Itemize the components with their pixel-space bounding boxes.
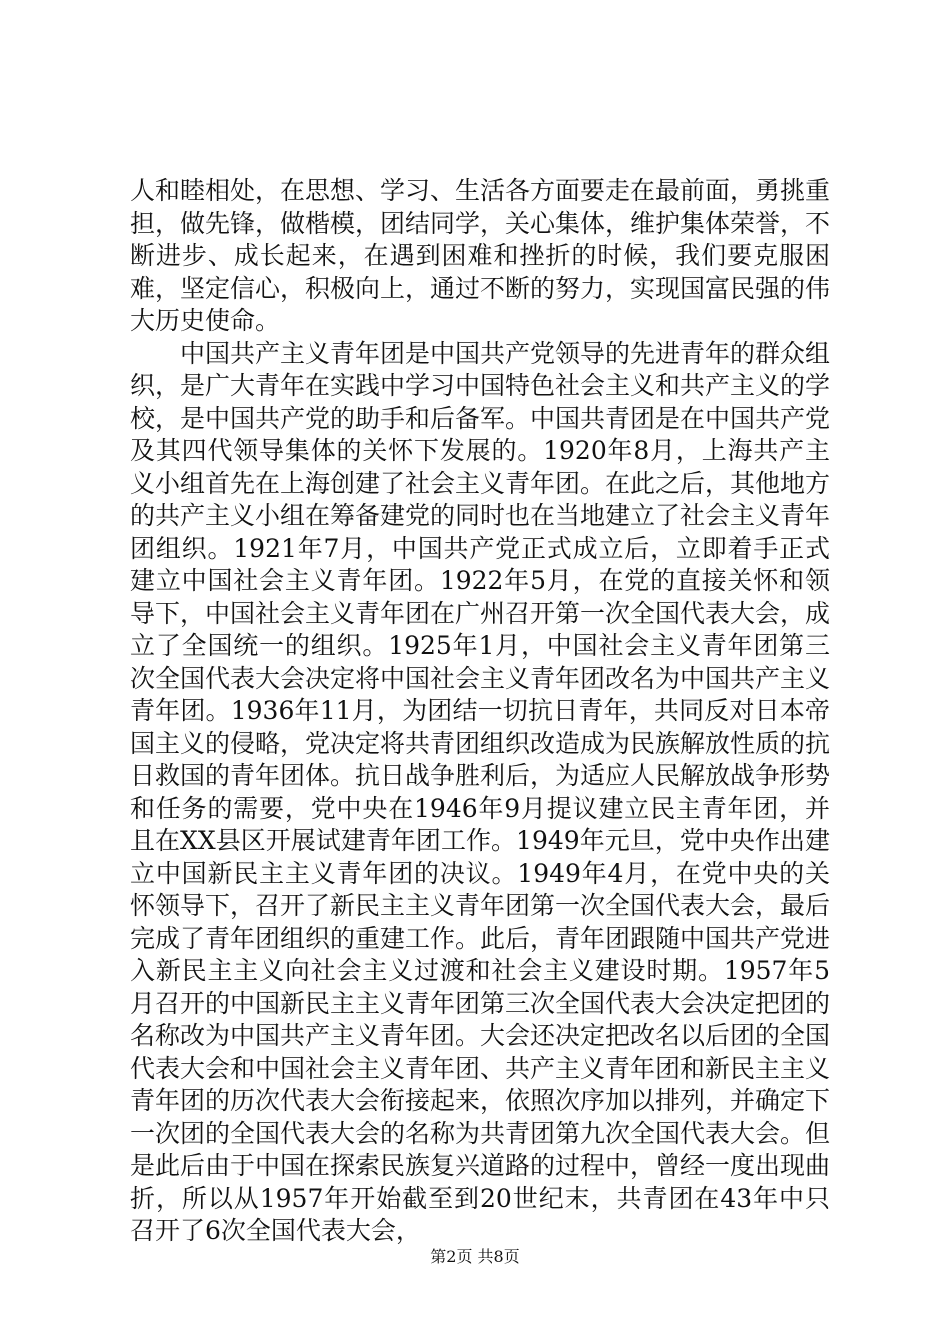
paragraph-continuation: 人和睦相处，在思想、学习、生活各方面要走在最前面，勇挑重担，做先锋，做楷模，团结同学，关心集体，维护集体荣誉，不断进步、成长起来，在遇到困难和挫折的时候，我们要克服困难，坚定信心，积极向上，通过不断的努力，实现国富民强的伟大历史使命。: [130, 176, 831, 335]
page-number: 第2页 共8页: [430, 1247, 520, 1266]
paragraph-cyl-history: 中国共产主义青年团是中国共产党领导的先进青年的群众组织，是广大青年在实践中学习中国特色社会主义和共产主义的学校，是中国共产党的助手和后备军。中国共青团是在中国共产党及其四代领导集体的关怀下发展的。1920年8月，上海共产主义小组首先在上海创建了社会主义青年团。在此之后，其他地方的共产主义小组在筹备建党的同时也在当地建立了社会主义青年团组织。1921年7月，中国共产党正式成立后，立即着手正式建立中国社会主义青年团。1922年5月，在党的直接关怀和领导下，中国社会主义青年团在广州召开第一次全国代表大会，成立了全国统一的组织。1925年1月，中国社会主义青年团第三次全国代表大会决定将中国社会主义青年团改名为中国共产主义青年团。1936年11月，为团结一切抗日青年，共同反对日本帝国主义的侵略，党决定将共青团组织改造成为民族解放性质的抗日救国的青年团体。抗日战争胜利后，为适应人民解放战争形势和任务的需要，党中央在1946年9月提议建立民主青年团，并且在XX县区开展试建青年团工作。1949年元旦，党中央作出建立中国新民主主义青年团的决议。1949年4月，在党中央的关怀领导下，召开了新民主主义青年团第一次全国代表大会，最后完成了青年团组织的重建工作。此后，青年团跟随中国共产党进入新民主主义向社会主义过渡和社会主义建设时期。1957年5月召开的中国新民主主义青年团第三次全国代表大会决定把团的名称改为中国共产主义青年团。大会还决定把改名以后团的全国代表大会和中国社会主义青年团、共产主义青年团和新民主主义青年团的历次代表大会衔接起来，依照次序加以排列，并确定下一次团的全国代表大会的名称为共青团第九次全国代表大会。但是此后由于中国在探索民族复兴道路的过程中，曾经一度出现曲折，所以从1957年开始截至到20世纪末，共青团在43年中只召开了6次全国代表大会，: [130, 338, 831, 1245]
document-body: [130, 175, 830, 1248]
page-footer: [0, 1244, 950, 1267]
